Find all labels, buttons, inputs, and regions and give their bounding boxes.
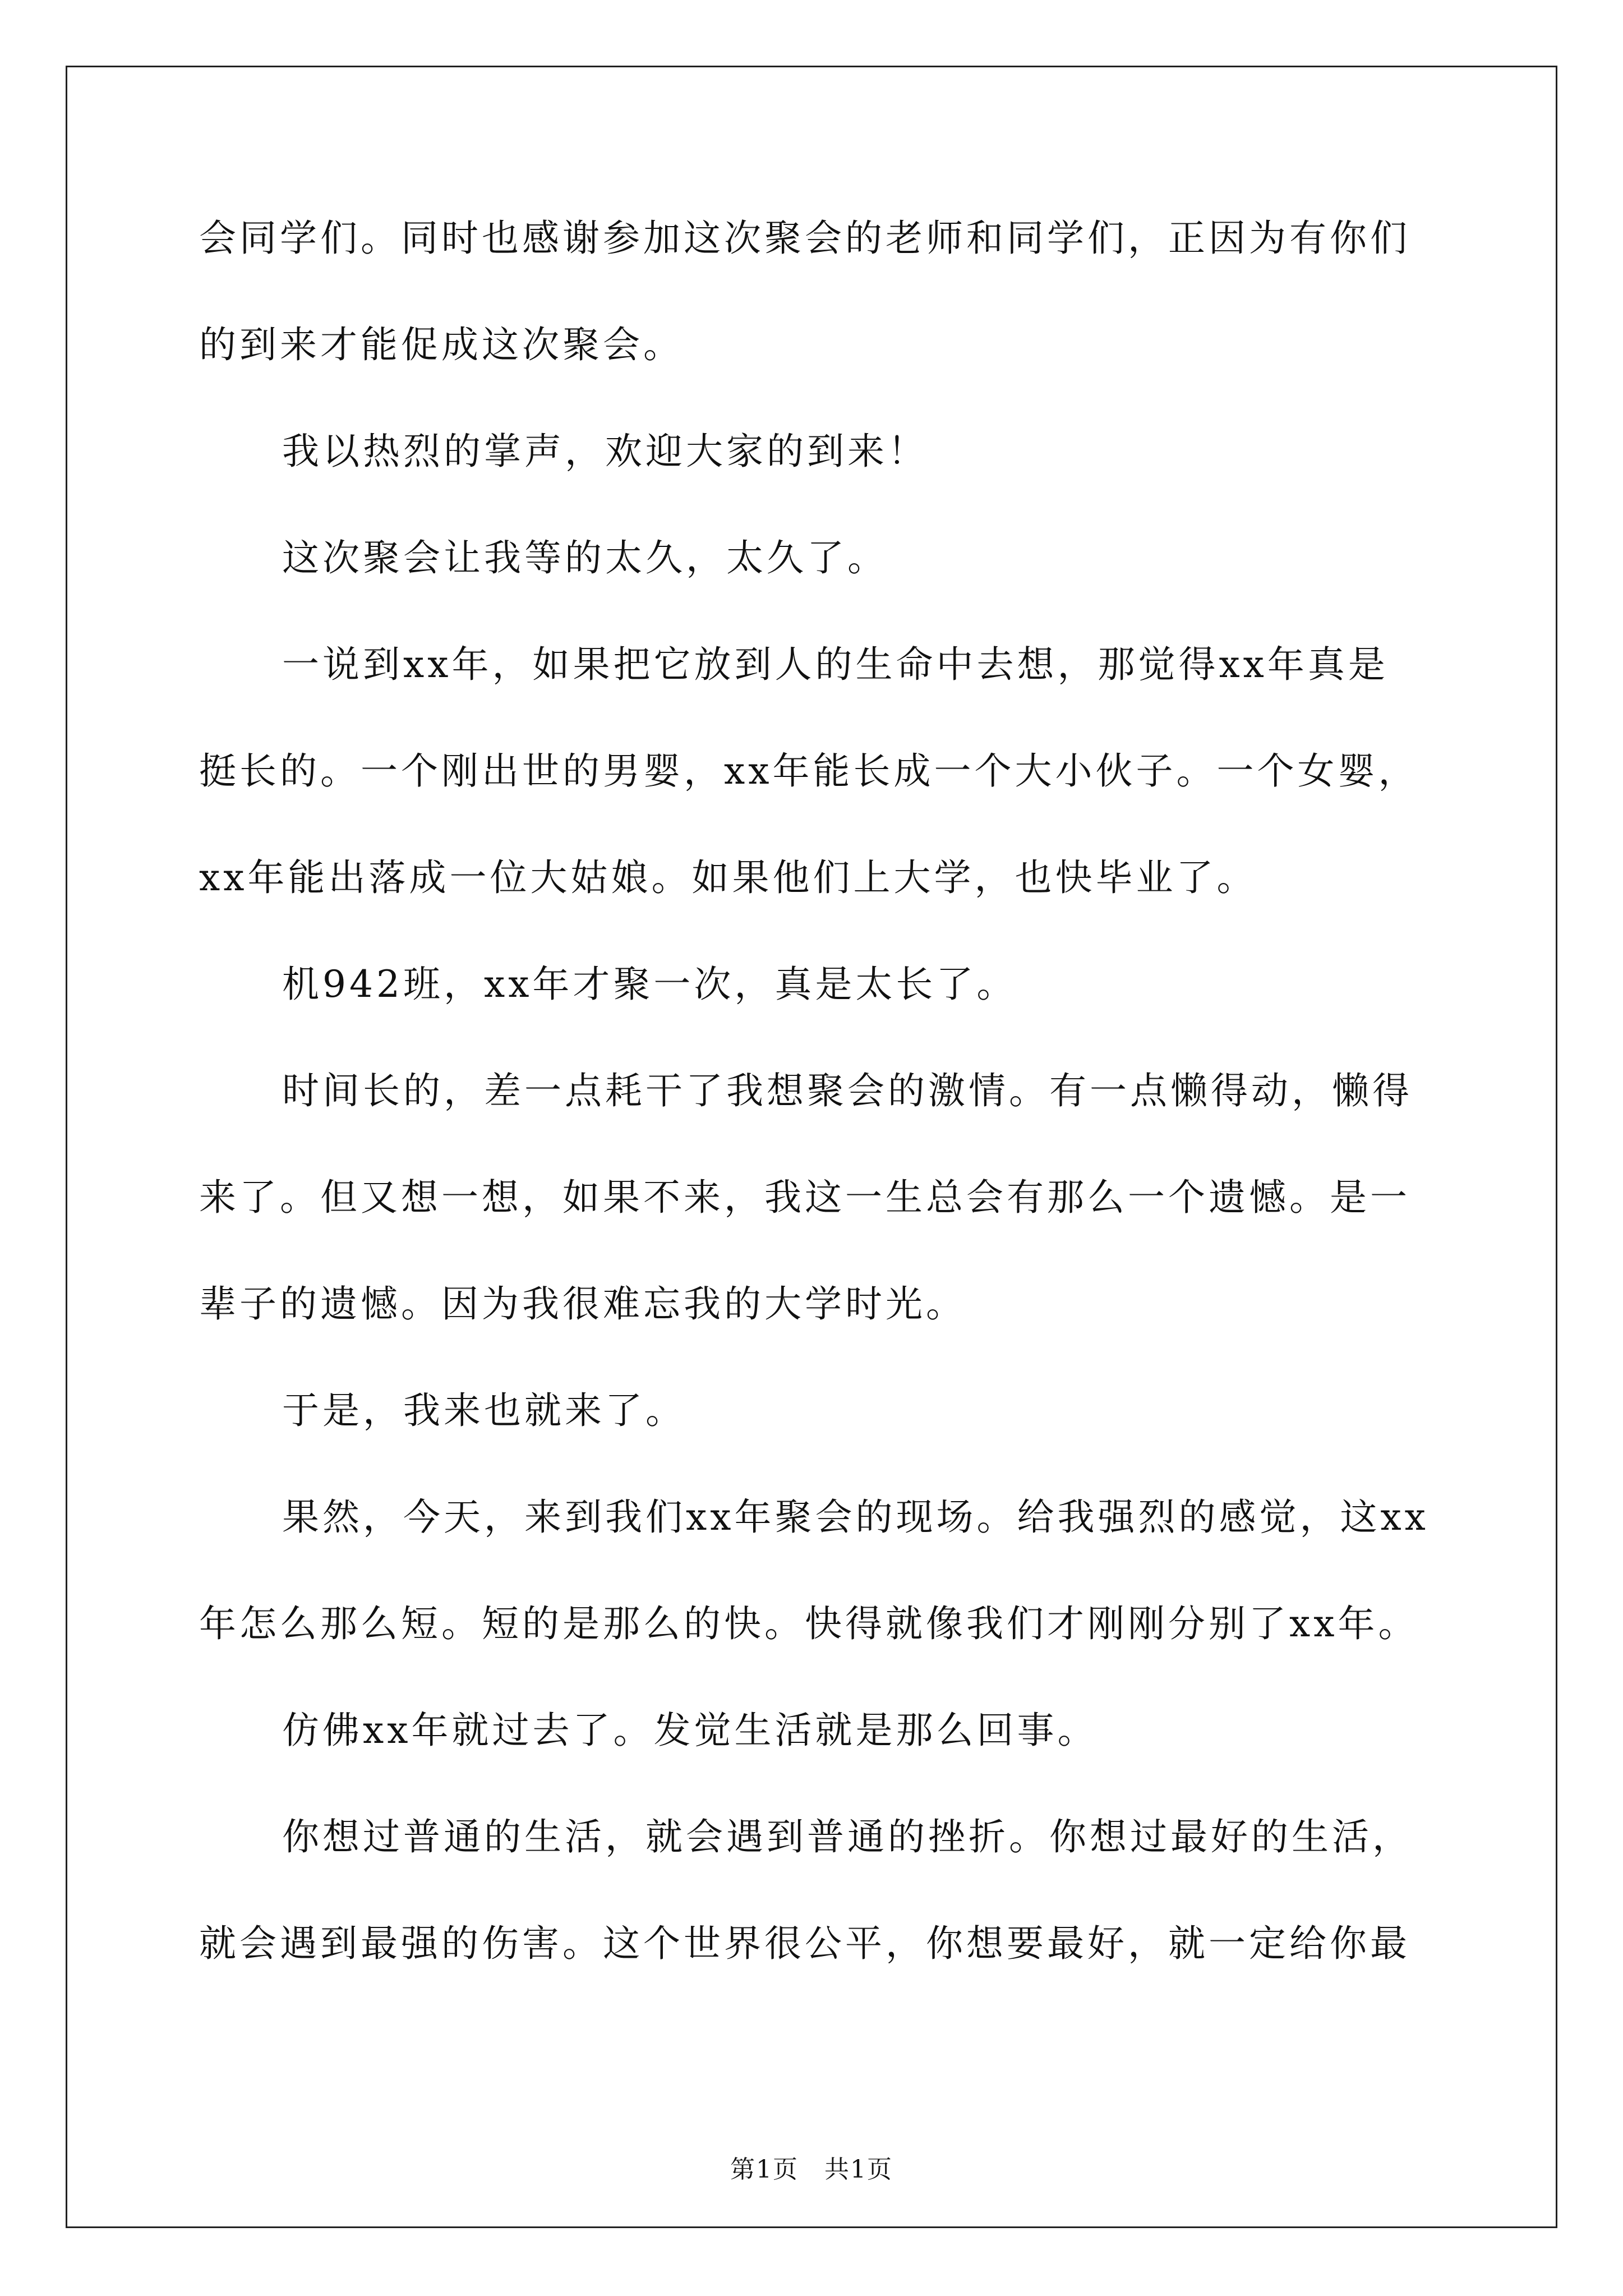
paragraph-first-line: 你想过普通的生活，就会遇到普通的挫折。你想过最好的生活， [282,1815,1413,1858]
text-line: 来了。但又想一想，如果不来，我这一生总会有那么一个遗憾。是一 [199,1176,1410,1219]
text-line: 的到来才能促成这次聚会。 [199,323,684,366]
paragraph-first-line: 时间长的，差一点耗干了我想聚会的激情。有一点懒得动，懒得 [282,1069,1413,1112]
paragraph-first-line: 机942班，xx年才聚一次，真是太长了。 [282,963,1017,1006]
paragraph-first-line: 这次聚会让我等的太久，太久了。 [282,536,888,579]
text-line: 辈子的遗憾。因为我很难忘我的大学时光。 [199,1282,966,1326]
text-line: xx年能出落成一位大姑娘。如果他们上大学，也快毕业了。 [199,856,1257,899]
text-line: 年怎么那么短。短的是那么的快。快得就像我们才刚刚分别了xx年。 [199,1602,1419,1645]
text-line: 挺长的。一个刚出世的男婴，xx年能长成一个大小伙子。一个女婴， [199,749,1419,793]
text-line: 会同学们。同时也感谢参加这次聚会的老师和同学们，正因为有你们 [199,217,1410,260]
page-footer: 第1页 共1页 [730,2155,893,2184]
paragraph-first-line: 一说到xx年，如果把它放到人的生命中去想，那觉得xx年真是 [282,643,1389,686]
page-border [66,66,1557,2228]
text-line: 就会遇到最强的伤害。这个世界很公平，你想要最好，就一定给你最 [199,1922,1410,1965]
paragraph-first-line: 我以热烈的掌声，欢迎大家的到来！ [282,430,928,473]
paragraph-first-line: 仿佛xx年就过去了。发觉生活就是那么回事。 [282,1709,1098,1752]
paragraph-first-line: 于是，我来也就来了。 [282,1389,686,1432]
paragraph-first-line: 果然，今天，来到我们xx年聚会的现场。给我强烈的感觉，这xx [282,1496,1429,1539]
